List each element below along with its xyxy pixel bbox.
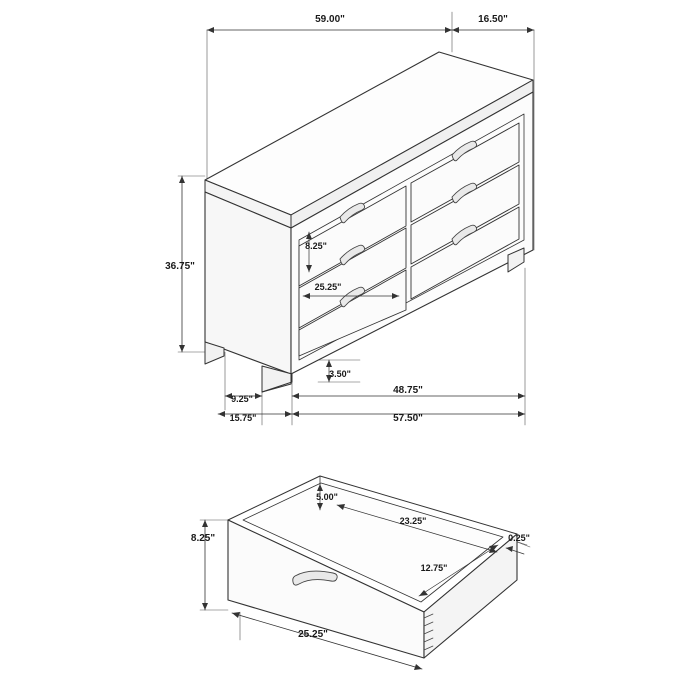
label-drawer-width-interior: 25.25": [314, 282, 342, 292]
label-base-depth: 15.75": [229, 413, 257, 423]
label-leg-depth: 9.25": [231, 394, 253, 404]
label-base-width: 57.50": [393, 413, 423, 424]
label-drawer-side-thickness: 0.25": [508, 533, 530, 543]
label-leg-height: 3.50": [329, 369, 351, 379]
drawer-detail-view: [200, 476, 530, 670]
label-overall-depth: 16.50": [478, 14, 508, 25]
label-drawer-interior-length: 23.25": [399, 516, 427, 526]
label-drawer-interior-depth: 5.00": [316, 492, 338, 502]
label-front-width-inner: 48.75": [393, 385, 423, 396]
dim-overall-depth: [452, 27, 534, 33]
label-drawer-exterior-length: 25.25": [298, 629, 328, 640]
dresser-perspective-view: [178, 12, 534, 425]
label-overall-width: 59.00": [315, 14, 345, 25]
label-drawer-interior-width: 12.75": [420, 563, 448, 573]
label-drawer-exterior-height: 8.25": [190, 533, 216, 544]
label-overall-height: 36.75": [165, 261, 195, 272]
label-drawer-height-interior: 8.25": [305, 241, 327, 251]
dim-overall-width: [207, 27, 452, 33]
